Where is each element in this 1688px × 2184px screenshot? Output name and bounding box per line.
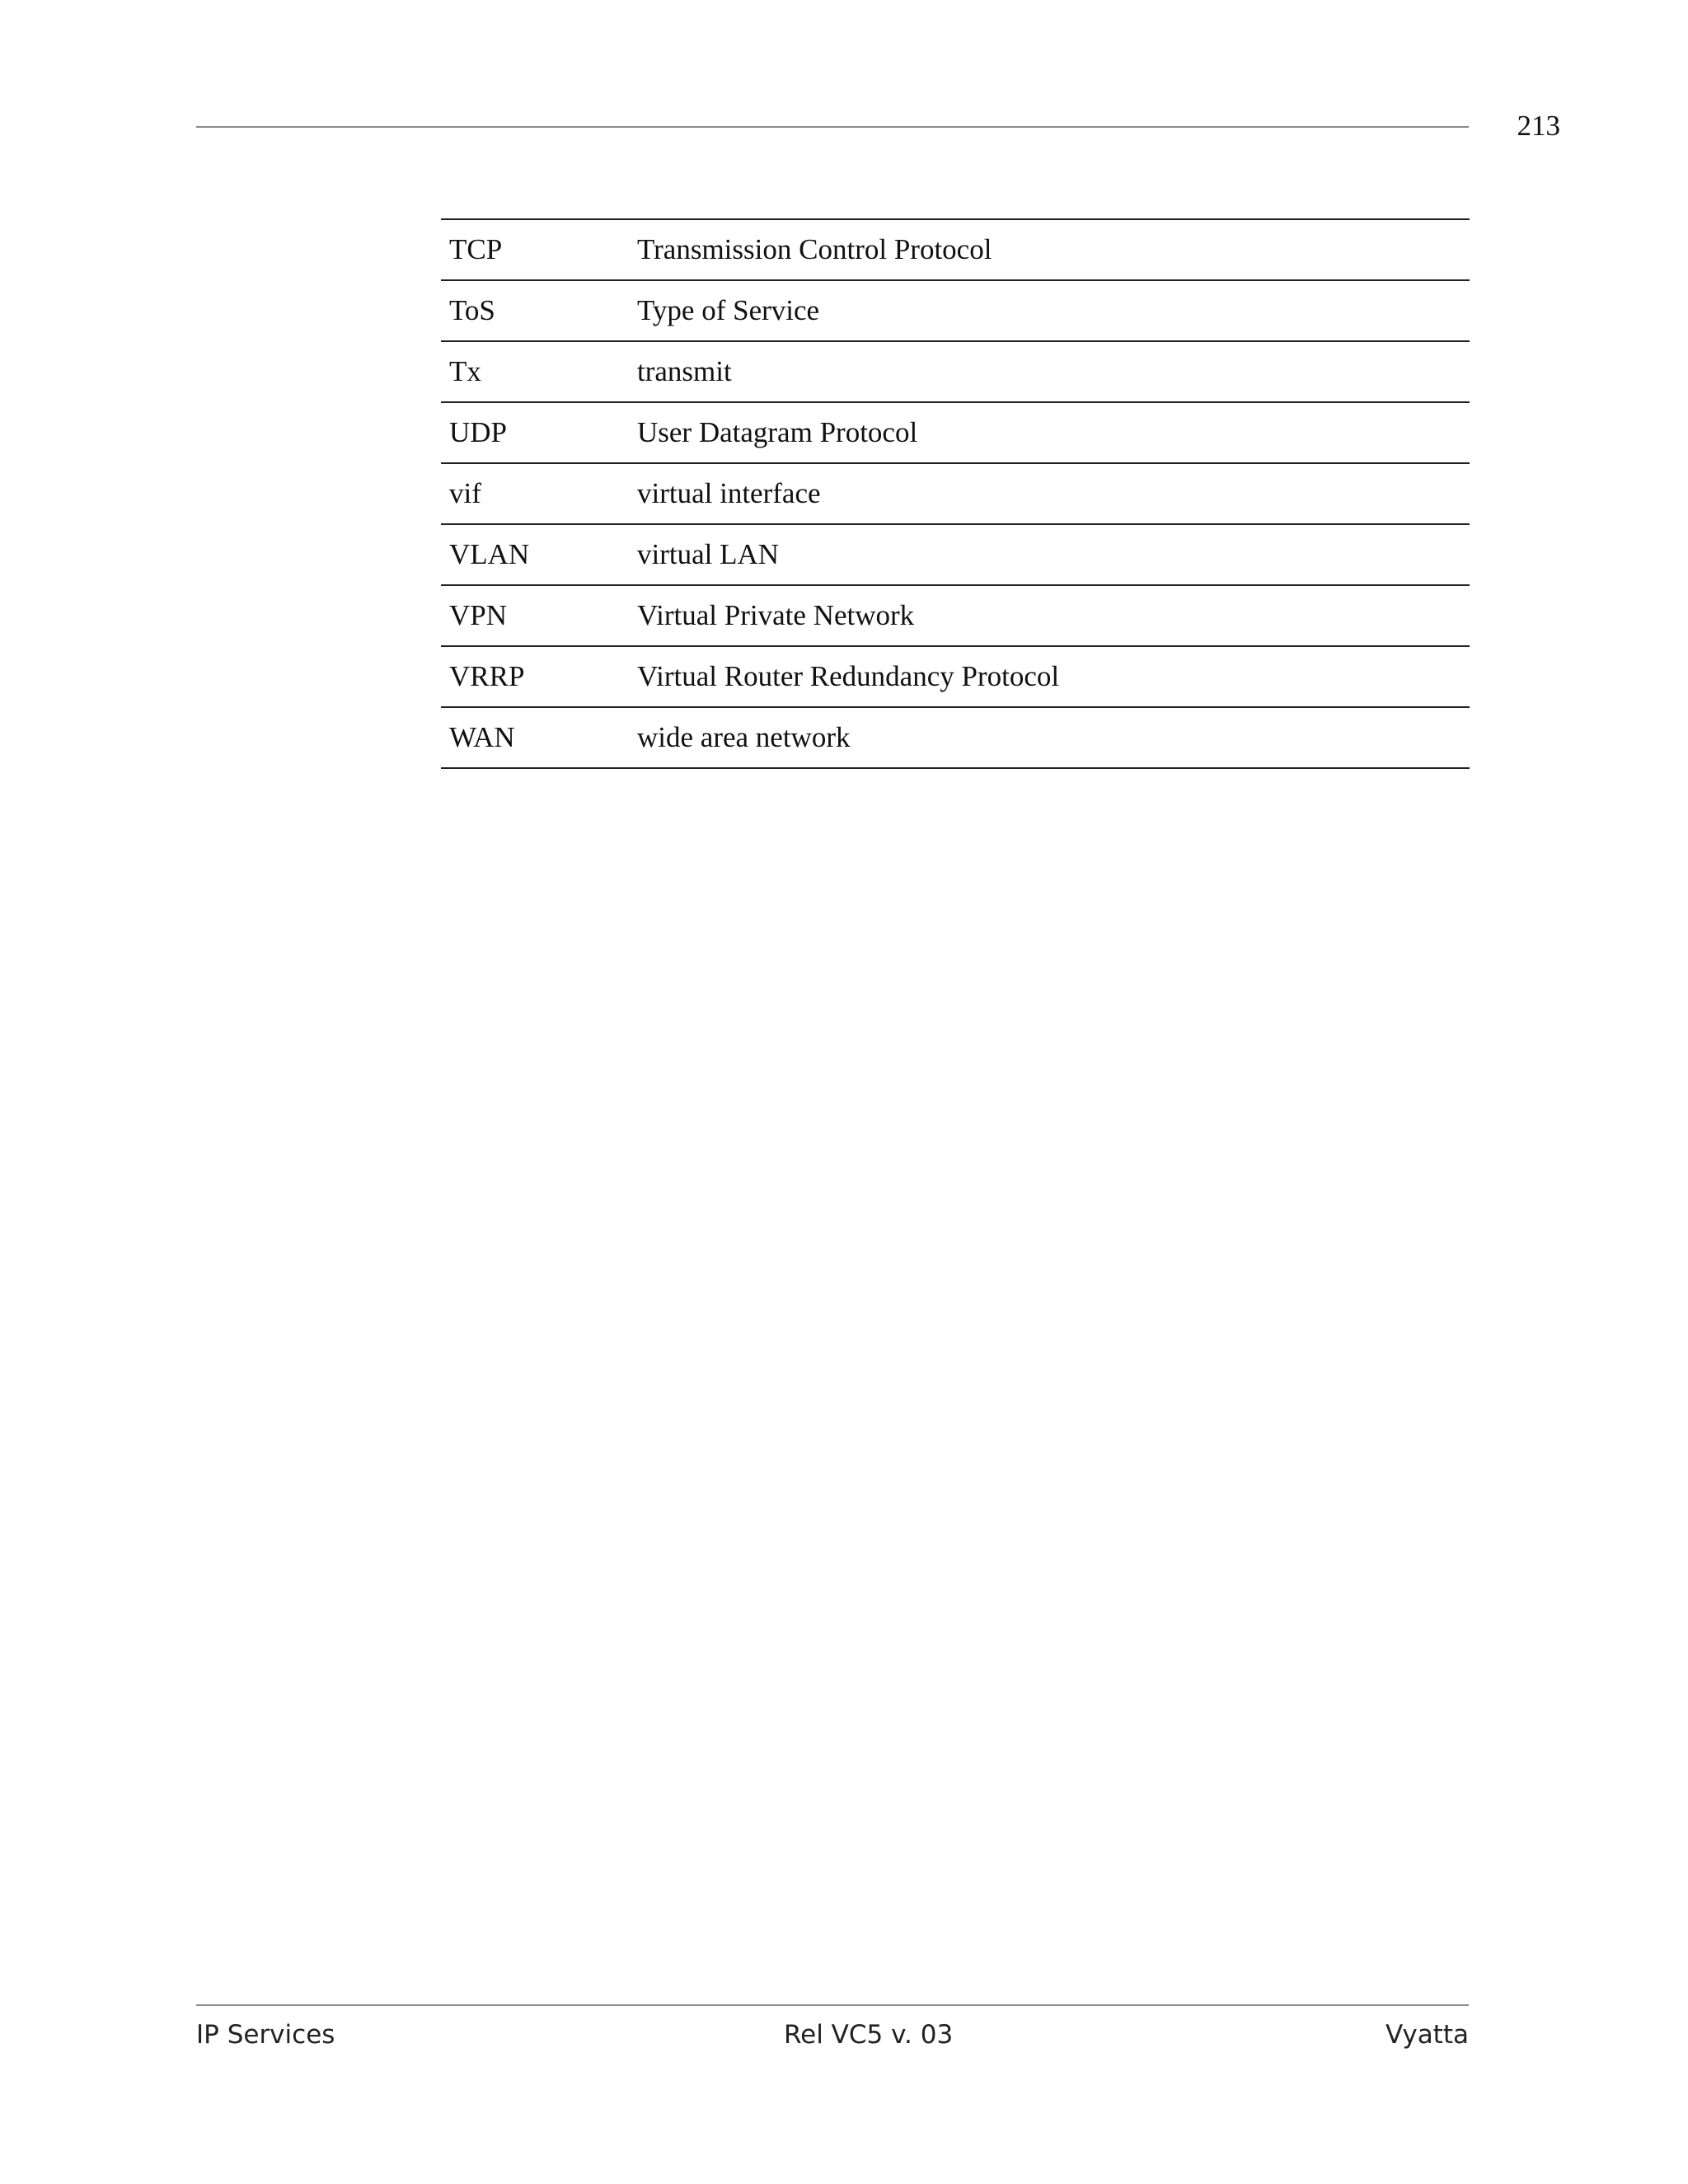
- abbreviation-term: VPN: [441, 585, 637, 646]
- abbreviation-definition: User Datagram Protocol: [637, 402, 1470, 463]
- abbreviation-term: VRRP: [441, 646, 637, 707]
- abbreviation-term: WAN: [441, 707, 637, 768]
- table-row: [441, 463, 1470, 524]
- abbreviation-term: TCP: [441, 219, 637, 280]
- table-row: [441, 219, 1470, 280]
- abbreviation-term: UDP: [441, 402, 637, 463]
- table-row: [441, 280, 1470, 341]
- abbreviation-definition: Virtual Private Network: [637, 585, 1470, 646]
- abbreviation-definition: Virtual Router Redundancy Protocol: [637, 646, 1470, 707]
- table-row: [441, 585, 1470, 646]
- abbreviation-definition: transmit: [637, 341, 1470, 402]
- abbreviation-term: vif: [441, 463, 637, 524]
- abbreviation-definition: virtual LAN: [637, 524, 1470, 585]
- abbreviation-table: [441, 218, 1470, 769]
- abbreviation-term: VLAN: [441, 524, 637, 585]
- abbreviation-term: Tx: [441, 341, 637, 402]
- abbreviation-term: ToS: [441, 280, 637, 341]
- page-number: 213: [1517, 110, 1560, 142]
- table-row: [441, 341, 1470, 402]
- abbreviation-definition: Transmission Control Protocol: [637, 219, 1470, 280]
- table-row: [441, 402, 1470, 463]
- footer-company: Vyatta: [1385, 2020, 1469, 2050]
- table-row: [441, 707, 1470, 768]
- table-row: [441, 646, 1470, 707]
- footer-rule: [196, 2004, 1469, 2006]
- footer-document-title: IP Services: [196, 2020, 335, 2050]
- abbreviation-definition: Type of Service: [637, 280, 1470, 341]
- abbreviation-definition: wide area network: [637, 707, 1470, 768]
- footer-release: Rel VC5 v. 03: [784, 2020, 954, 2050]
- header-rule: [196, 126, 1469, 128]
- abbreviation-definition: virtual interface: [637, 463, 1470, 524]
- table-row: [441, 524, 1470, 585]
